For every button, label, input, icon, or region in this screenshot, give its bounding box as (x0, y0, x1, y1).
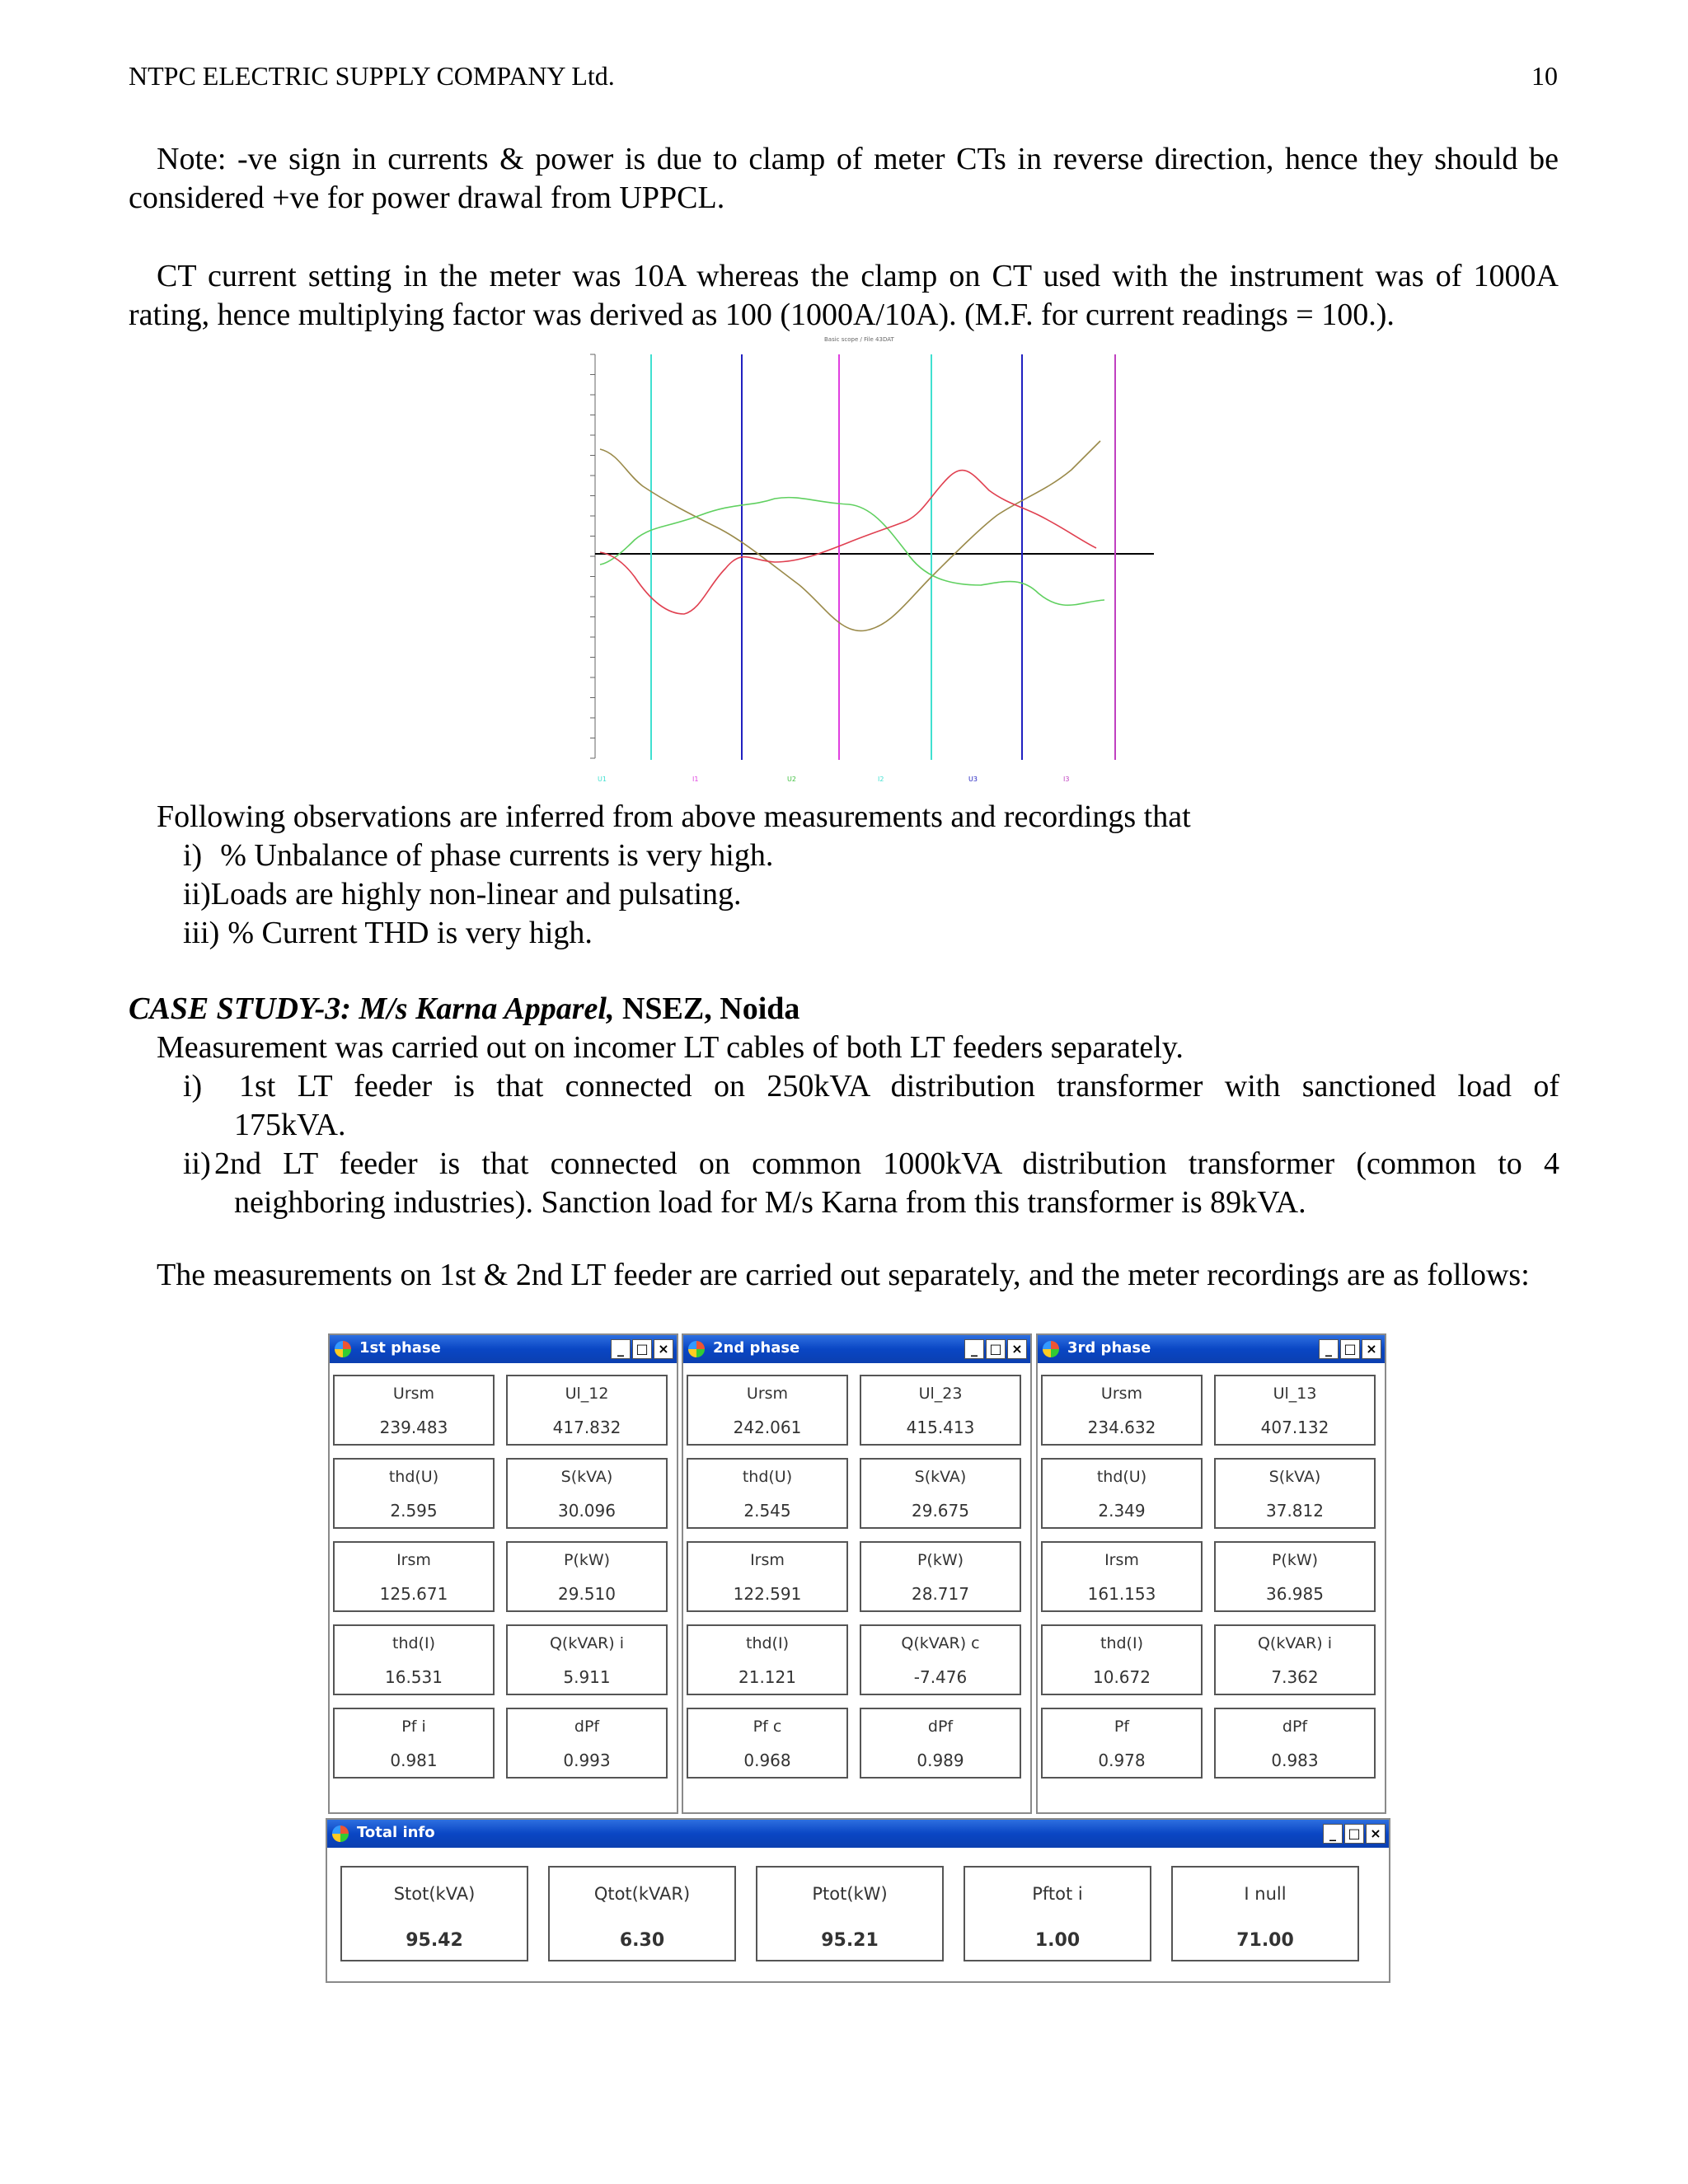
reading-value: 2.595 (390, 1501, 438, 1521)
minimize-icon[interactable]: _ (1323, 1824, 1343, 1844)
meter-reading (506, 1375, 668, 1446)
reading-label: Stot(kVA) (393, 1884, 476, 1904)
reading-value: 10.672 (1093, 1667, 1151, 1687)
reading-label: Pftot i (1032, 1884, 1083, 1904)
meter-reading (1214, 1624, 1376, 1695)
reading-value: 6.30 (619, 1930, 665, 1951)
reading-label: P(kW) (917, 1551, 964, 1569)
reading-value: 95.42 (406, 1930, 463, 1951)
reading-value: 1.00 (1034, 1930, 1081, 1951)
reading-value: 95.21 (821, 1930, 879, 1951)
reading-value: 407.132 (1260, 1418, 1329, 1437)
reading-label: thd(U) (1096, 1468, 1147, 1486)
reading-label: Pf c (753, 1718, 782, 1736)
case-intro: Measurement was carried out on incomer LT cables of both LT feeders separately. (157, 1030, 1184, 1065)
window-controls (1319, 1339, 1381, 1359)
meter-reading (860, 1375, 1021, 1446)
observations-intro: Following observations are inferred from above measurements and recordings that (157, 799, 1191, 834)
reading-label: S(kVA) (560, 1468, 613, 1486)
meter-reading (860, 1541, 1021, 1612)
reading-label: Ptot(kW) (812, 1884, 888, 1904)
reading-label: Ursm (1100, 1385, 1143, 1403)
scope-legend-i3: I3 (1063, 776, 1070, 783)
window-body (327, 1848, 1389, 1981)
reading-label: dPf (574, 1718, 600, 1736)
observation-item-2 (183, 875, 742, 914)
case-item-2-line2: neighboring industries). Sanction load for M/s Karna from this transformer is 89kVA. (234, 1185, 1306, 1220)
reading-value: 242.061 (733, 1418, 802, 1437)
reading-label: S(kVA) (914, 1468, 967, 1486)
title-bar[interactable] (327, 1820, 1389, 1848)
reading-value: 28.717 (912, 1584, 969, 1604)
observation-text: % Current THD is very high. (227, 916, 593, 950)
reading-value: 415.413 (906, 1418, 975, 1437)
reading-label: thd(U) (388, 1468, 439, 1486)
reading-value: 5.911 (563, 1667, 611, 1687)
meter-reading (687, 1458, 848, 1529)
reading-value: 0.978 (1098, 1750, 1146, 1770)
reading-label: Pf (1114, 1718, 1130, 1736)
meter-reading (506, 1541, 668, 1612)
minimize-icon[interactable]: _ (964, 1339, 984, 1359)
reading-label: dPf (927, 1718, 954, 1736)
window-title: 3rd phase (1067, 1339, 1151, 1357)
minimize-icon[interactable]: _ (1319, 1339, 1339, 1359)
scope-legend-i1: I1 (692, 776, 699, 783)
reading-value: 0.968 (743, 1750, 791, 1770)
scope-legend-u2: U2 (787, 776, 796, 783)
app-icon (332, 1825, 349, 1842)
page-number: 10 (1531, 61, 1558, 91)
meter-reading (333, 1541, 495, 1612)
reading-value: 0.981 (390, 1750, 438, 1770)
reading-value: 21.121 (738, 1667, 796, 1687)
reading-value: 36.985 (1266, 1584, 1324, 1604)
scope-trace-u (600, 441, 1100, 630)
case-item-2-line1: 2nd LT feeder is that connected on common 1000kVA distribution transformer (common to 4 (214, 1146, 1559, 1181)
total-reading (964, 1866, 1151, 1961)
reading-label: Irsm (396, 1551, 431, 1569)
app-icon (688, 1341, 705, 1357)
app-icon (335, 1341, 351, 1357)
running-header: NTPC ELECTRIC SUPPLY COMPANY Ltd. (129, 61, 615, 91)
reading-value: 30.096 (558, 1501, 616, 1521)
note-text: Note: -ve sign in currents & power is due to clamp of meter CTs in reverse direction, hence they should be considered +ve for power drawal from UPPCL. (129, 142, 1559, 215)
app-icon (1043, 1341, 1059, 1357)
observation-text: % Unbalance of phase currents is very high. (220, 838, 774, 873)
meter-reading (860, 1458, 1021, 1529)
meter-reading (333, 1458, 495, 1529)
window-title: Total info (357, 1824, 435, 1841)
meter-reading (687, 1708, 848, 1779)
scope-legend-i2: I2 (878, 776, 884, 783)
window-title: 1st phase (359, 1339, 441, 1357)
reading-label: Ul_13 (1273, 1385, 1317, 1403)
total-reading (1171, 1866, 1359, 1961)
reading-label: dPf (1282, 1718, 1308, 1736)
reading-value: 2.545 (743, 1501, 791, 1521)
reading-label: Irsm (1104, 1551, 1139, 1569)
meter-reading (506, 1624, 668, 1695)
title-bar[interactable] (330, 1335, 677, 1363)
window-title: 2nd phase (713, 1339, 800, 1357)
total-reading (340, 1866, 528, 1961)
window-controls (964, 1339, 1027, 1359)
observation-num: iii) (183, 916, 220, 950)
minimize-icon[interactable]: _ (611, 1339, 631, 1359)
window-body (1038, 1363, 1385, 1812)
case-item-1-line1: 1st LT feeder is that connected on 250kVA distribution transformer with sanctioned load of (239, 1069, 1559, 1104)
reading-label: Q(kVAR) i (1257, 1634, 1333, 1652)
scope-legend-u1: U1 (598, 776, 607, 783)
ct-paragraph (129, 257, 1559, 335)
meter-reading (506, 1708, 668, 1779)
reading-label: thd(I) (392, 1634, 435, 1652)
reading-label: S(kVA) (1268, 1468, 1321, 1486)
phase-window-1 (328, 1333, 678, 1814)
meter-reading (1214, 1375, 1376, 1446)
maximize-icon[interactable]: □ (1340, 1339, 1360, 1359)
reading-label: Ul_23 (918, 1385, 963, 1403)
meter-reading (506, 1458, 668, 1529)
ct-text: CT current setting in the meter was 10A whereas the clamp on CT used with the instrument was of 1000A rating, hence multiplying factor was derived as 100 (1000A/10A). (M.F. for current readings = 100.). (129, 259, 1559, 332)
reading-value: 29.675 (912, 1501, 969, 1521)
total-reading (548, 1866, 736, 1961)
scope-trace-i2 (600, 498, 1104, 606)
reading-label: I null (1244, 1884, 1287, 1904)
total-reading (756, 1866, 944, 1961)
reading-value: 161.153 (1087, 1584, 1156, 1604)
meter-reading (333, 1375, 495, 1446)
reading-value: 37.812 (1266, 1501, 1324, 1521)
meter-reading (333, 1624, 495, 1695)
case-item-2-num: ii) (183, 1146, 211, 1181)
measurements-text: The measurements on 1st & 2nd LT feeder are carried out separately, and the meter recordings are as follows: (157, 1258, 1530, 1292)
reading-value: 2.349 (1098, 1501, 1146, 1521)
meter-reading (1214, 1708, 1376, 1779)
reading-value: 0.989 (917, 1750, 964, 1770)
reading-value: 234.632 (1087, 1418, 1156, 1437)
observation-item-1 (183, 837, 773, 875)
phase-window-3 (1036, 1333, 1386, 1814)
case-study-location: NSEZ, Noida (614, 991, 800, 1026)
reading-label: Ursm (392, 1385, 435, 1403)
meter-reading (860, 1624, 1021, 1695)
meter-reading (1041, 1458, 1203, 1529)
note-paragraph (129, 140, 1559, 218)
reading-value: 417.832 (552, 1418, 621, 1437)
reading-label: Ul_12 (565, 1385, 609, 1403)
meter-reading (687, 1375, 848, 1446)
title-bar[interactable] (683, 1335, 1030, 1363)
reading-label: Ursm (746, 1385, 789, 1403)
reading-value: 7.362 (1271, 1667, 1319, 1687)
phase-window-2 (682, 1333, 1032, 1814)
scope-ticks (590, 354, 595, 758)
case-item-1-num: i) (183, 1069, 203, 1104)
close-icon[interactable]: × (1366, 1824, 1386, 1844)
close-icon[interactable]: × (1007, 1339, 1027, 1359)
window-body (330, 1363, 677, 1812)
observation-text: Loads are highly non-linear and pulsating. (210, 877, 742, 912)
meter-reading (860, 1708, 1021, 1779)
window-controls (611, 1339, 673, 1359)
observation-num: ii) (183, 877, 211, 912)
meter-reading (1041, 1624, 1203, 1695)
case-study-heading (129, 990, 799, 1029)
title-bar[interactable] (1038, 1335, 1385, 1363)
meter-reading (1041, 1708, 1203, 1779)
reading-value: 239.483 (379, 1418, 448, 1437)
scope-title: Basic scope / File 43DAT (824, 336, 894, 343)
reading-label: P(kW) (1271, 1551, 1319, 1569)
case-item-1-line2: 175kVA. (234, 1108, 346, 1142)
observation-item-3 (183, 914, 593, 953)
meter-reading (333, 1708, 495, 1779)
reading-value: 71.00 (1236, 1930, 1294, 1951)
meter-reading (1041, 1375, 1203, 1446)
maximize-icon[interactable]: □ (986, 1339, 1006, 1359)
reading-value: 29.510 (558, 1584, 616, 1604)
case-study-title: CASE STUDY-3: M/s Karna Apparel, (129, 991, 615, 1026)
scope-legend (598, 776, 1069, 783)
reading-label: Q(kVAR) i (549, 1634, 625, 1652)
meter-reading (687, 1541, 848, 1612)
reading-value: 0.983 (1271, 1750, 1319, 1770)
maximize-icon[interactable]: □ (632, 1339, 652, 1359)
total-info-window (326, 1818, 1390, 1983)
reading-value: 122.591 (733, 1584, 802, 1604)
reading-value: 16.531 (385, 1667, 443, 1687)
measurements-paragraph (129, 1256, 1559, 1295)
reading-label: thd(I) (746, 1634, 789, 1652)
window-controls (1323, 1824, 1386, 1844)
reading-label: thd(I) (1100, 1634, 1143, 1652)
meter-reading (1214, 1541, 1376, 1612)
close-icon[interactable]: × (1362, 1339, 1381, 1359)
scope-legend-u3: U3 (968, 776, 978, 783)
scope-waveform-chart (577, 330, 1170, 791)
reading-label: Qtot(kVAR) (593, 1884, 691, 1904)
window-body (683, 1363, 1030, 1812)
reading-label: Q(kVAR) c (901, 1634, 980, 1652)
observation-num: i) (183, 838, 203, 873)
reading-label: P(kW) (563, 1551, 611, 1569)
meter-reading (687, 1624, 848, 1695)
reading-value: -7.476 (913, 1667, 968, 1687)
maximize-icon[interactable]: □ (1344, 1824, 1364, 1844)
reading-label: thd(U) (742, 1468, 793, 1486)
reading-label: Pf i (401, 1718, 426, 1736)
meter-reading (1214, 1458, 1376, 1529)
reading-value: 0.993 (563, 1750, 611, 1770)
reading-value: 125.671 (379, 1584, 448, 1604)
reading-label: Irsm (750, 1551, 785, 1569)
close-icon[interactable]: × (654, 1339, 673, 1359)
meter-reading (1041, 1541, 1203, 1612)
